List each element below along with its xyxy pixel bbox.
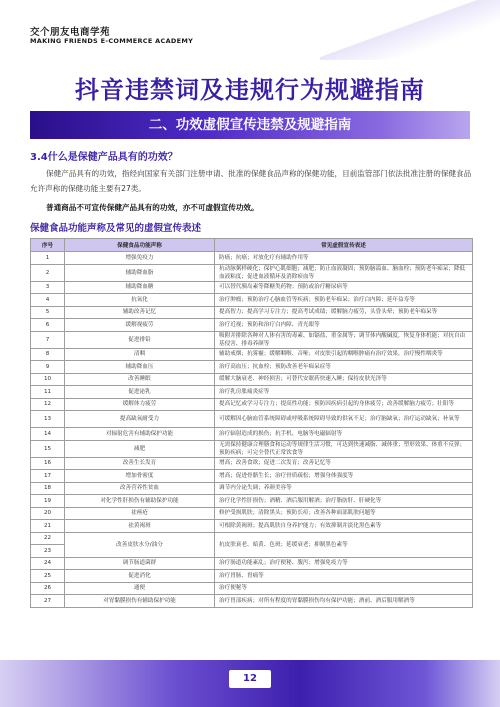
row-false-claims: 提高智力；提高学习专注力；提高考试成绩；缓解脑力疲劳，头昏头晕；预防老年痴呆等 [215, 306, 473, 319]
table-row [31, 440, 473, 457]
row-function: 增强免疫力 [65, 252, 215, 265]
table-row [31, 582, 473, 595]
row-false-claims: 治疗近视；预防和治疗白内障、青光眼等 [215, 319, 473, 332]
table-title: 保健食品功能声称及常见的虚假宣传表述 [30, 223, 202, 234]
row-false-claims: 治疗高血压；抗血栓；预防改善老年痴呆症等 [215, 361, 473, 374]
table-row [31, 264, 473, 281]
table-header-row [31, 239, 473, 252]
row-false-claims: 辅助戒烟；抗雾霾；缓解咽喉、音哑；对皮肤引起的咽喉肿痛有治疗效果，治疗慢性咽炎等 [215, 348, 473, 361]
row-false-claims: 缓解大脑衰老、神经损害；可替代安眠药快速入睡；保持皮肤光泽等 [215, 373, 473, 386]
corner-decoration [320, 0, 500, 60]
note-text: 普通商品不可宣传保健产品具有的功效，亦不可虚假宣传功效。 [46, 203, 259, 212]
row-false-claims: 防癌；抗癌；对放化疗有辅助作用等 [215, 252, 473, 265]
table-row [31, 294, 473, 307]
brand-name-cn: 交个朋友电商学苑 [30, 27, 111, 38]
row-number: 27 [31, 595, 65, 608]
row-function: 祛黄褐斑 [65, 520, 215, 533]
row-false-claims: 增高；改善食欲；促进二次发育；改善记忆等 [215, 457, 473, 470]
row-number: 15 [31, 440, 65, 457]
section-banner: 二、功效虚假宣传违禁及规避指南 [30, 111, 470, 139]
page-title: 抖音违禁词及违规行为规避指南 [75, 76, 425, 104]
row-number: 6 [31, 319, 65, 332]
table-row [31, 252, 473, 265]
row-number: 3 [31, 281, 65, 294]
header-function: 保健食品功能声称 [65, 239, 215, 252]
row-function: 对化学性肝损伤有辅助保护功能 [65, 495, 215, 508]
row-false-claims: 吸附并排除各种对人体有害的毒素、如镉盐、重金属等；调节体内酸碱度，恢复身体机能；对抗自由基侵害、排毒养颜等 [215, 331, 473, 348]
row-function: 抗氧化 [65, 294, 215, 307]
row-false-claims: 治疗化学性肝损伤；酒精、酒后服用解酒；治疗脂肪肝、肝硬化等 [215, 495, 473, 508]
row-false-claims: 抗皮肤衰老、暗黄、色斑；延缓衰老；抑制黑色素等 [215, 532, 473, 557]
row-false-claims: 治疗肠道功能紊乱；治疗便秘、腹泻；增强免疫力等 [215, 557, 473, 570]
row-function: 对胃黏膜损伤有辅助保护功能 [65, 595, 215, 608]
row-number: 16 [31, 457, 65, 470]
row-false-claims: 可根除黄褐斑；提高肌肤自身养护能力；有效抑制并淡化黑色素等 [215, 520, 473, 533]
table-row [31, 348, 473, 361]
row-number: 7 [31, 331, 65, 348]
row-function: 辅助降血压 [65, 361, 215, 374]
table-row [31, 398, 473, 411]
table-row [31, 570, 473, 583]
row-function: 辅助改善记忆 [65, 306, 215, 319]
row-number: 5 [31, 306, 65, 319]
row-function: 缓解体力疲劳 [65, 398, 215, 411]
row-false-claims: 增高；促进骨骼生长；治疗骨质疏松；增强身体强度等 [215, 470, 473, 483]
row-false-claims: 治疗乳房胀痛炎症等 [215, 386, 473, 399]
row-function: 辅助降血脂 [65, 264, 215, 281]
table-row [31, 361, 473, 374]
row-false-claims: 无需保持健康合理膳食和运动等规律生活习惯，可达到快速减脂、减体重；塑形效果、体重不反弹；预防疾病；可完全替代正常饮食等 [215, 440, 473, 457]
row-number: 20 [31, 507, 65, 520]
table-row [31, 495, 473, 508]
row-false-claims: 治疗肿瘤；预防治疗心脑血管等疾病；预防老年痴呆；治疗白内障；延年益寿等 [215, 294, 473, 307]
row-function: 改善皮肤水分/油分 [65, 532, 215, 557]
table-row [31, 507, 473, 520]
row-number: 14 [31, 428, 65, 441]
row-function: 促进排铅 [65, 331, 215, 348]
row-false-claims: 治疗辐射造成的损伤；抗手机、电脑等电磁辐射等 [215, 428, 473, 441]
table-row [31, 595, 473, 608]
table-row [31, 306, 473, 319]
row-function: 通便 [65, 582, 215, 595]
row-number: 18 [31, 482, 65, 495]
row-number: 22 [31, 532, 65, 545]
row-function: 缓解视疲劳 [65, 319, 215, 332]
row-number: 17 [31, 470, 65, 483]
row-number: 4 [31, 294, 65, 307]
row-false-claims: 治疗胃部疾病；对所有程度的胃黏膜损伤均有保护功能；酒前、酒后服用解酒等 [215, 595, 473, 608]
row-false-claims: 调节内分泌失调；养颜美容等 [215, 482, 473, 495]
row-false-claims: 可以替代胰岛素等降糖类药物；预防或治疗糖尿病等 [215, 281, 473, 294]
row-number: 23 [31, 545, 65, 558]
table-row [31, 470, 473, 483]
row-function: 促进泌乳 [65, 386, 215, 399]
row-false-claims: 提高记忆或学习专注力；提高性功能；预防因疾病引起的身体疲劳；改善缓解脑力疲劳；壮阳等 [215, 398, 473, 411]
page-header [0, 0, 500, 56]
question-heading: 3.4什么是保健产品具有的功效？ [30, 152, 178, 163]
table-row [31, 532, 473, 545]
row-number: 2 [31, 264, 65, 281]
table-row [31, 319, 473, 332]
row-number: 26 [31, 582, 65, 595]
row-function: 提高缺氧耐受力 [65, 411, 215, 428]
table-row [31, 281, 473, 294]
row-function: 改善营养性贫血 [65, 482, 215, 495]
row-number: 21 [31, 520, 65, 533]
page-number: 12 [229, 670, 271, 688]
table-row [31, 428, 473, 441]
row-false-claims: 可缓解因心脑血管系统障碍或呼吸系统障碍导致的供氧不足；治疗脑缺氧；治疗运动缺氧；补氧等 [215, 411, 473, 428]
row-number: 12 [31, 398, 65, 411]
table-row [31, 520, 473, 533]
table-row [31, 331, 473, 348]
row-function: 祛痤疮 [65, 507, 215, 520]
row-number: 13 [31, 411, 65, 428]
row-number: 11 [31, 386, 65, 399]
row-function: 增加骨密度 [65, 470, 215, 483]
table-row [31, 411, 473, 428]
row-number: 9 [31, 361, 65, 374]
row-number: 24 [31, 557, 65, 570]
row-false-claims: 治疗胃肠、胃痛等 [215, 570, 473, 583]
table-row [31, 373, 473, 386]
table-row [31, 557, 473, 570]
row-function: 对辐射危害有辅助保护功能 [65, 428, 215, 441]
row-number: 1 [31, 252, 65, 265]
row-number: 25 [31, 570, 65, 583]
header-no: 序号 [31, 239, 65, 252]
header-false-claims: 常见虚假宣传表述 [215, 239, 473, 252]
row-function: 改善生长发育 [65, 457, 215, 470]
row-false-claims: 抗动脉粥样硬化；保护心肌细胞；减肥；防止血液凝固；预防脑溢血、脑血栓；预防老年痴呆；降低血液粘度；促进血液循环及消除瘀血等 [215, 264, 473, 281]
table-row [31, 482, 473, 495]
row-false-claims: 修护受损肌肤；清除黑头；预防长痘；改善各种面部肌肤问题等 [215, 507, 473, 520]
intro-paragraph: 保健产品具有的功效，指经向国家有关部门注册申请、批准的保健食品声称的保健功能，目前监管部门依法批准注册的保健食品允许声称的保健功能主要有27类。 [30, 169, 472, 193]
row-function: 减肥 [65, 440, 215, 457]
row-number: 8 [31, 348, 65, 361]
table-row [31, 457, 473, 470]
row-function: 促进消化 [65, 570, 215, 583]
row-function: 辅助降血糖 [65, 281, 215, 294]
row-function: 清咽 [65, 348, 215, 361]
brand-name-en: MAKING FRIENDS E-COMMERCE ACADEMY [30, 37, 194, 45]
row-number: 19 [31, 495, 65, 508]
row-false-claims: 治疗便秘等 [215, 582, 473, 595]
row-number: 10 [31, 373, 65, 386]
table-row [31, 386, 473, 399]
row-function: 改善睡眠 [65, 373, 215, 386]
row-function: 调节肠道菌群 [65, 557, 215, 570]
claims-table [30, 238, 473, 608]
